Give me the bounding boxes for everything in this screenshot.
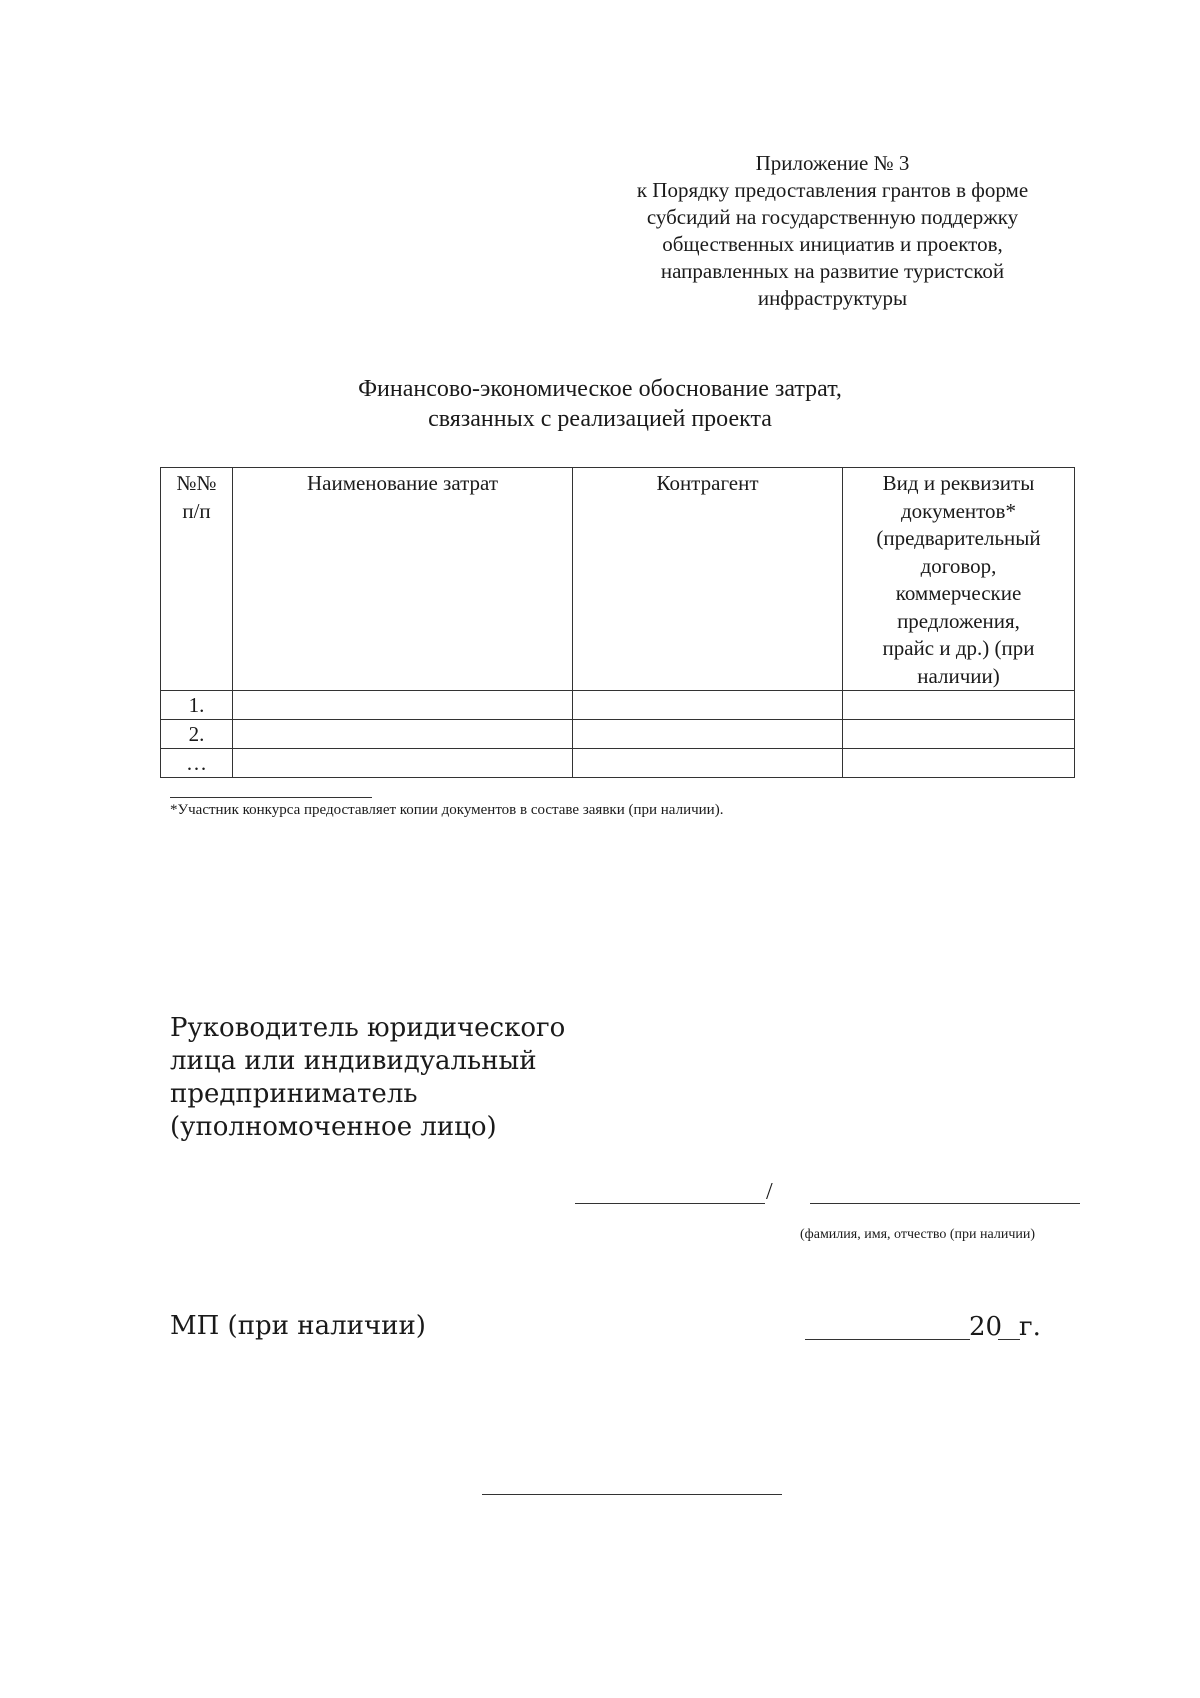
signer-line: (уполномоченное лицо) [170, 1112, 497, 1142]
costs-table [160, 467, 1075, 778]
row-counterparty[interactable] [573, 720, 843, 749]
annex-line: общественных инициатив и проектов, [662, 232, 1003, 256]
header-documents-line: предложения, [897, 608, 1020, 633]
row-counterparty[interactable] [573, 691, 843, 720]
title-line: связанных с реализацией проекта [428, 406, 772, 432]
header-documents-line: наличии) [917, 663, 1000, 688]
annex-line: к Порядку предоставления грантов в форме [636, 178, 1029, 202]
full-name-line[interactable] [810, 1203, 1080, 1204]
date-year-prefix: 20 [969, 1312, 1003, 1342]
row-cost-name[interactable] [233, 749, 573, 778]
footnote: *Участник конкурса предоставляет копии документов в составе заявки (при наличии). [170, 802, 724, 818]
stamp-label: МП (при наличии) [170, 1311, 426, 1341]
annex-line: инфраструктуры [757, 286, 908, 310]
header-cost-name: Наименование затрат [233, 468, 573, 691]
bottom-line [482, 1494, 782, 1495]
document-title [250, 374, 950, 434]
row-number: 2. [161, 720, 233, 749]
row-cost-name[interactable] [233, 691, 573, 720]
header-number [161, 468, 233, 691]
annex-line: Приложение № 3 [755, 151, 910, 175]
signature-line[interactable] [575, 1203, 765, 1204]
table-header-row [161, 468, 1075, 691]
table-row [161, 749, 1075, 778]
signer-line: предприниматель [170, 1079, 418, 1109]
row-documents[interactable] [843, 691, 1075, 720]
header-documents-line: документов* [901, 498, 1016, 523]
annex-header [600, 150, 1065, 312]
table-row [161, 720, 1075, 749]
annex-line: субсидий на государственную поддержку [646, 205, 1019, 229]
signer-line: лица или индивидуальный [170, 1046, 537, 1076]
signature-separator: / [766, 1179, 773, 1205]
signer-line: Руководитель юридического [170, 1013, 566, 1043]
header-documents [843, 468, 1075, 691]
row-counterparty[interactable] [573, 749, 843, 778]
header-counterparty: Контрагент [573, 468, 843, 691]
header-number-line: №№ [176, 471, 217, 495]
header-documents-line: Вид и реквизиты [882, 471, 1035, 495]
title-line: Финансово-экономическое обоснование затрат, [358, 376, 842, 402]
header-documents-line: коммерческие [895, 581, 1022, 605]
footnote-separator [170, 797, 372, 798]
header-documents-line: прайс и др.) (при [882, 636, 1035, 660]
header-documents-line: договор, [920, 553, 997, 578]
annex-line: направленных на развитие туристской [660, 259, 1005, 283]
header-documents-line: (предварительный [876, 526, 1041, 550]
date-day-month-line[interactable] [805, 1339, 970, 1340]
row-documents[interactable] [843, 749, 1075, 778]
row-number: … [161, 749, 233, 778]
row-documents[interactable] [843, 720, 1075, 749]
row-cost-name[interactable] [233, 720, 573, 749]
date-suffix: г. [1019, 1312, 1041, 1342]
signer-title [170, 1012, 565, 1144]
header-number-line: п/п [182, 498, 211, 523]
table-row [161, 691, 1075, 720]
row-number: 1. [161, 691, 233, 720]
date-year-line[interactable] [998, 1339, 1020, 1340]
full-name-caption: (фамилия, имя, отчество (при наличии) [800, 1227, 1036, 1242]
